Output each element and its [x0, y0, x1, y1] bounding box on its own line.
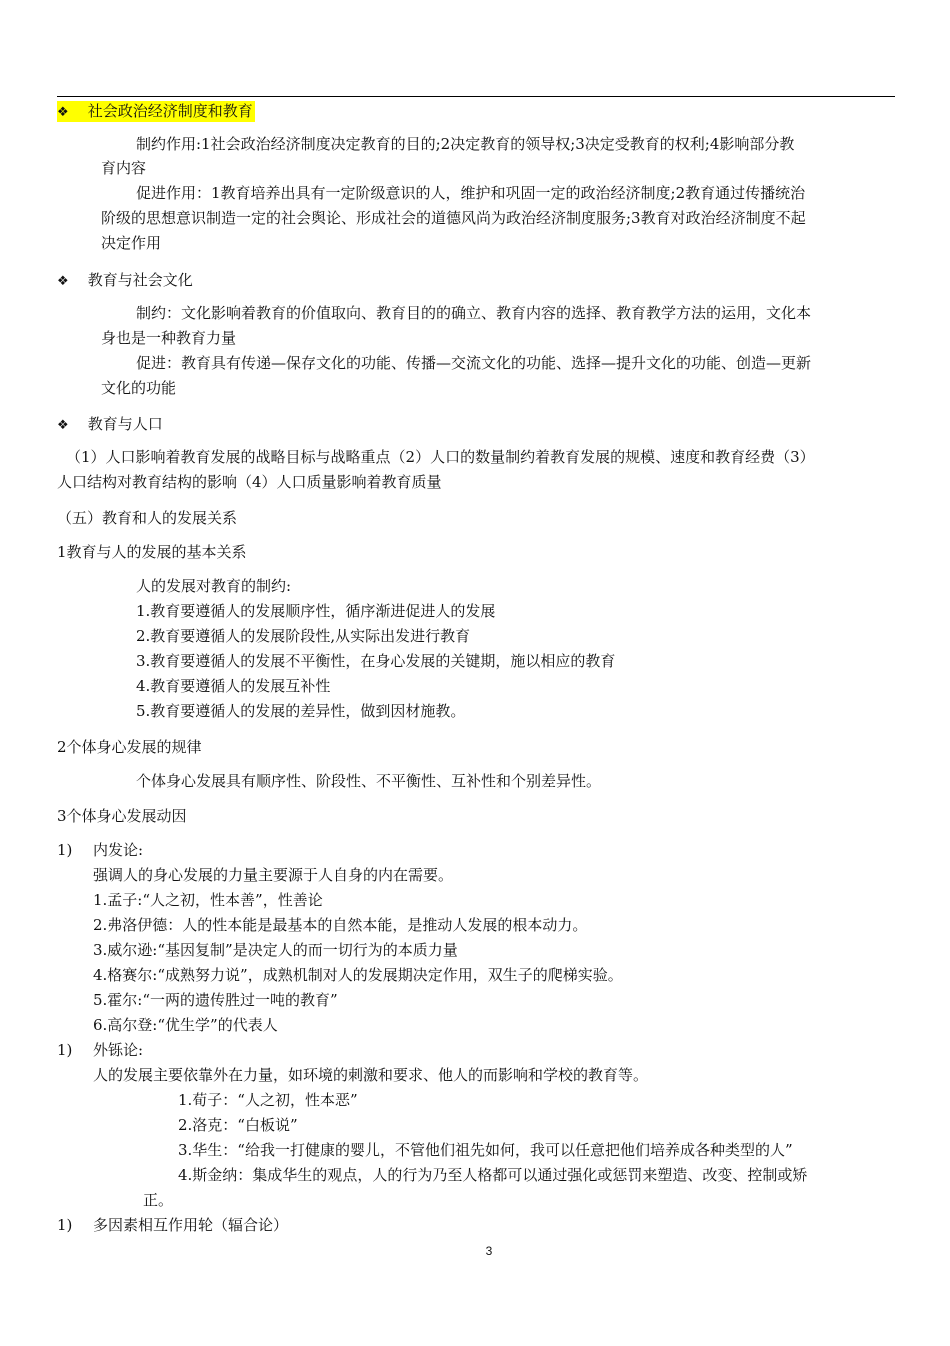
list-number: 1): [57, 1041, 73, 1059]
section-heading-culture: ❖ 教育与社会文化: [57, 271, 193, 289]
list-item: 2.弗洛伊德：人的性本能是最基本的自然本能，是推动人发展的根本动力。: [93, 916, 588, 934]
diamond-bullet-icon: ❖: [57, 418, 69, 433]
paragraph-line: 育内容: [101, 159, 147, 177]
list-item: 2.教育要遵循人的发展阶段性,从实际出发进行教育: [136, 627, 471, 645]
subsection-heading: 1教育与人的发展的基本关系: [57, 543, 247, 561]
paragraph-line: 人口结构对教育结构的影响（4）人口质量影响着教育质量: [57, 473, 442, 491]
list-item: 5.教育要遵循人的发展的差异性，做到因材施教。: [136, 702, 466, 720]
page-number: 3: [485, 1244, 493, 1258]
list-item: 4.教育要遵循人的发展互补性: [136, 677, 331, 695]
section-heading-population: ❖ 教育与人口: [57, 415, 163, 433]
list-item: 1.荀子：“人之初，性本恶”: [178, 1091, 358, 1109]
paragraph-line: 人的发展主要依靠外在力量，如环境的刺激和要求、他人的而影响和学校的教育等。: [93, 1066, 649, 1084]
list-item: 5.霍尔:“一两的遗传胜过一吨的教育”: [93, 991, 338, 1009]
list-item: 2.洛克：“白板说”: [178, 1116, 298, 1134]
paragraph-line: 个体身心发展具有顺序性、阶段性、不平衡性、互补性和个别差异性。: [136, 772, 602, 790]
paragraph-line: 制约：文化影响着教育的价值取向、教育目的的确立、教育内容的选择、教育教学方法的运用，文化本: [136, 304, 812, 322]
diamond-bullet-icon: ❖: [57, 105, 69, 120]
list-item: 4.斯金纳：集成华生的观点，人的行为乃至人格都可以通过强化或惩罚来塑造、改变、控制或矫: [178, 1166, 808, 1184]
list-item: 人的发展对教育的制约:: [136, 577, 292, 595]
list-item: 4.格赛尔:“成熟努力说”，成熟机制对人的发展期决定作用，双生子的爬梯实验。: [93, 966, 623, 984]
paragraph-line: （1）人口影响着教育发展的战略目标与战略重点（2）人口的数量制约着教育发展的规模、速度和教育经费（3）: [66, 448, 815, 466]
theory-title: 内发论:: [93, 841, 144, 859]
diamond-bullet-icon: ❖: [57, 274, 69, 289]
list-number: 1): [57, 1216, 73, 1234]
list-item: 1.教育要遵循人的发展顺序性，循序渐进促进人的发展: [136, 602, 496, 620]
section-heading-politics: ❖ 社会政治经济制度和教育: [57, 102, 253, 120]
paragraph-line: 制约作用:1社会政治经济制度决定教育的目的;2决定教育的领导权;3决定受教育的权利;4影响部分教: [136, 135, 795, 153]
list-number: 1): [57, 841, 73, 859]
paragraph-line: 文化的功能: [101, 379, 177, 397]
paragraph-line: 阶级的思想意识制造一定的社会舆论、形成社会的道德风尚为政治经济制度服务;3教育对政治经济制度不起: [101, 209, 806, 227]
paragraph-line: 决定作用: [101, 234, 162, 252]
paragraph-line: 强调人的身心发展的力量主要源于人自身的内在需要。: [93, 866, 454, 884]
theory-title: 外铄论:: [93, 1041, 144, 1059]
list-item: 3.华生：“给我一打健康的婴儿，不管他们祖先如何，我可以任意把他们培养成各种类型的人”: [178, 1141, 793, 1159]
theory-title: 多因素相互作用轮（辐合论）: [93, 1216, 289, 1234]
list-item: 6.高尔登:“优生学”的代表人: [93, 1016, 278, 1034]
list-item: 3.威尔逊:“基因复制”是决定人的而一切行为的本质力量: [93, 941, 458, 959]
header-rule: [57, 96, 895, 97]
subsection-heading: 2个体身心发展的规律: [57, 738, 202, 756]
subsection-heading: 3个体身心发展动因: [57, 807, 187, 825]
paragraph-line: 促进作用：1教育培养出具有一定阶级意识的人，维护和巩固一定的政治经济制度;2教育通过传播统治: [136, 184, 806, 202]
list-item: 3.教育要遵循人的发展不平衡性，在身心发展的关键期，施以相应的教育: [136, 652, 616, 670]
paragraph-line: 身也是一种教育力量: [101, 329, 237, 347]
paragraph-line: 促进：教育具有传递—保存文化的功能、传播—交流文化的功能、选择—提升文化的功能、创造—更新: [136, 354, 812, 372]
section-heading-development: （五）教育和人的发展关系: [57, 509, 238, 527]
list-item-continuation: 正。: [143, 1191, 174, 1209]
list-item: 1.孟子:“人之初，性本善”，性善论: [93, 891, 323, 909]
